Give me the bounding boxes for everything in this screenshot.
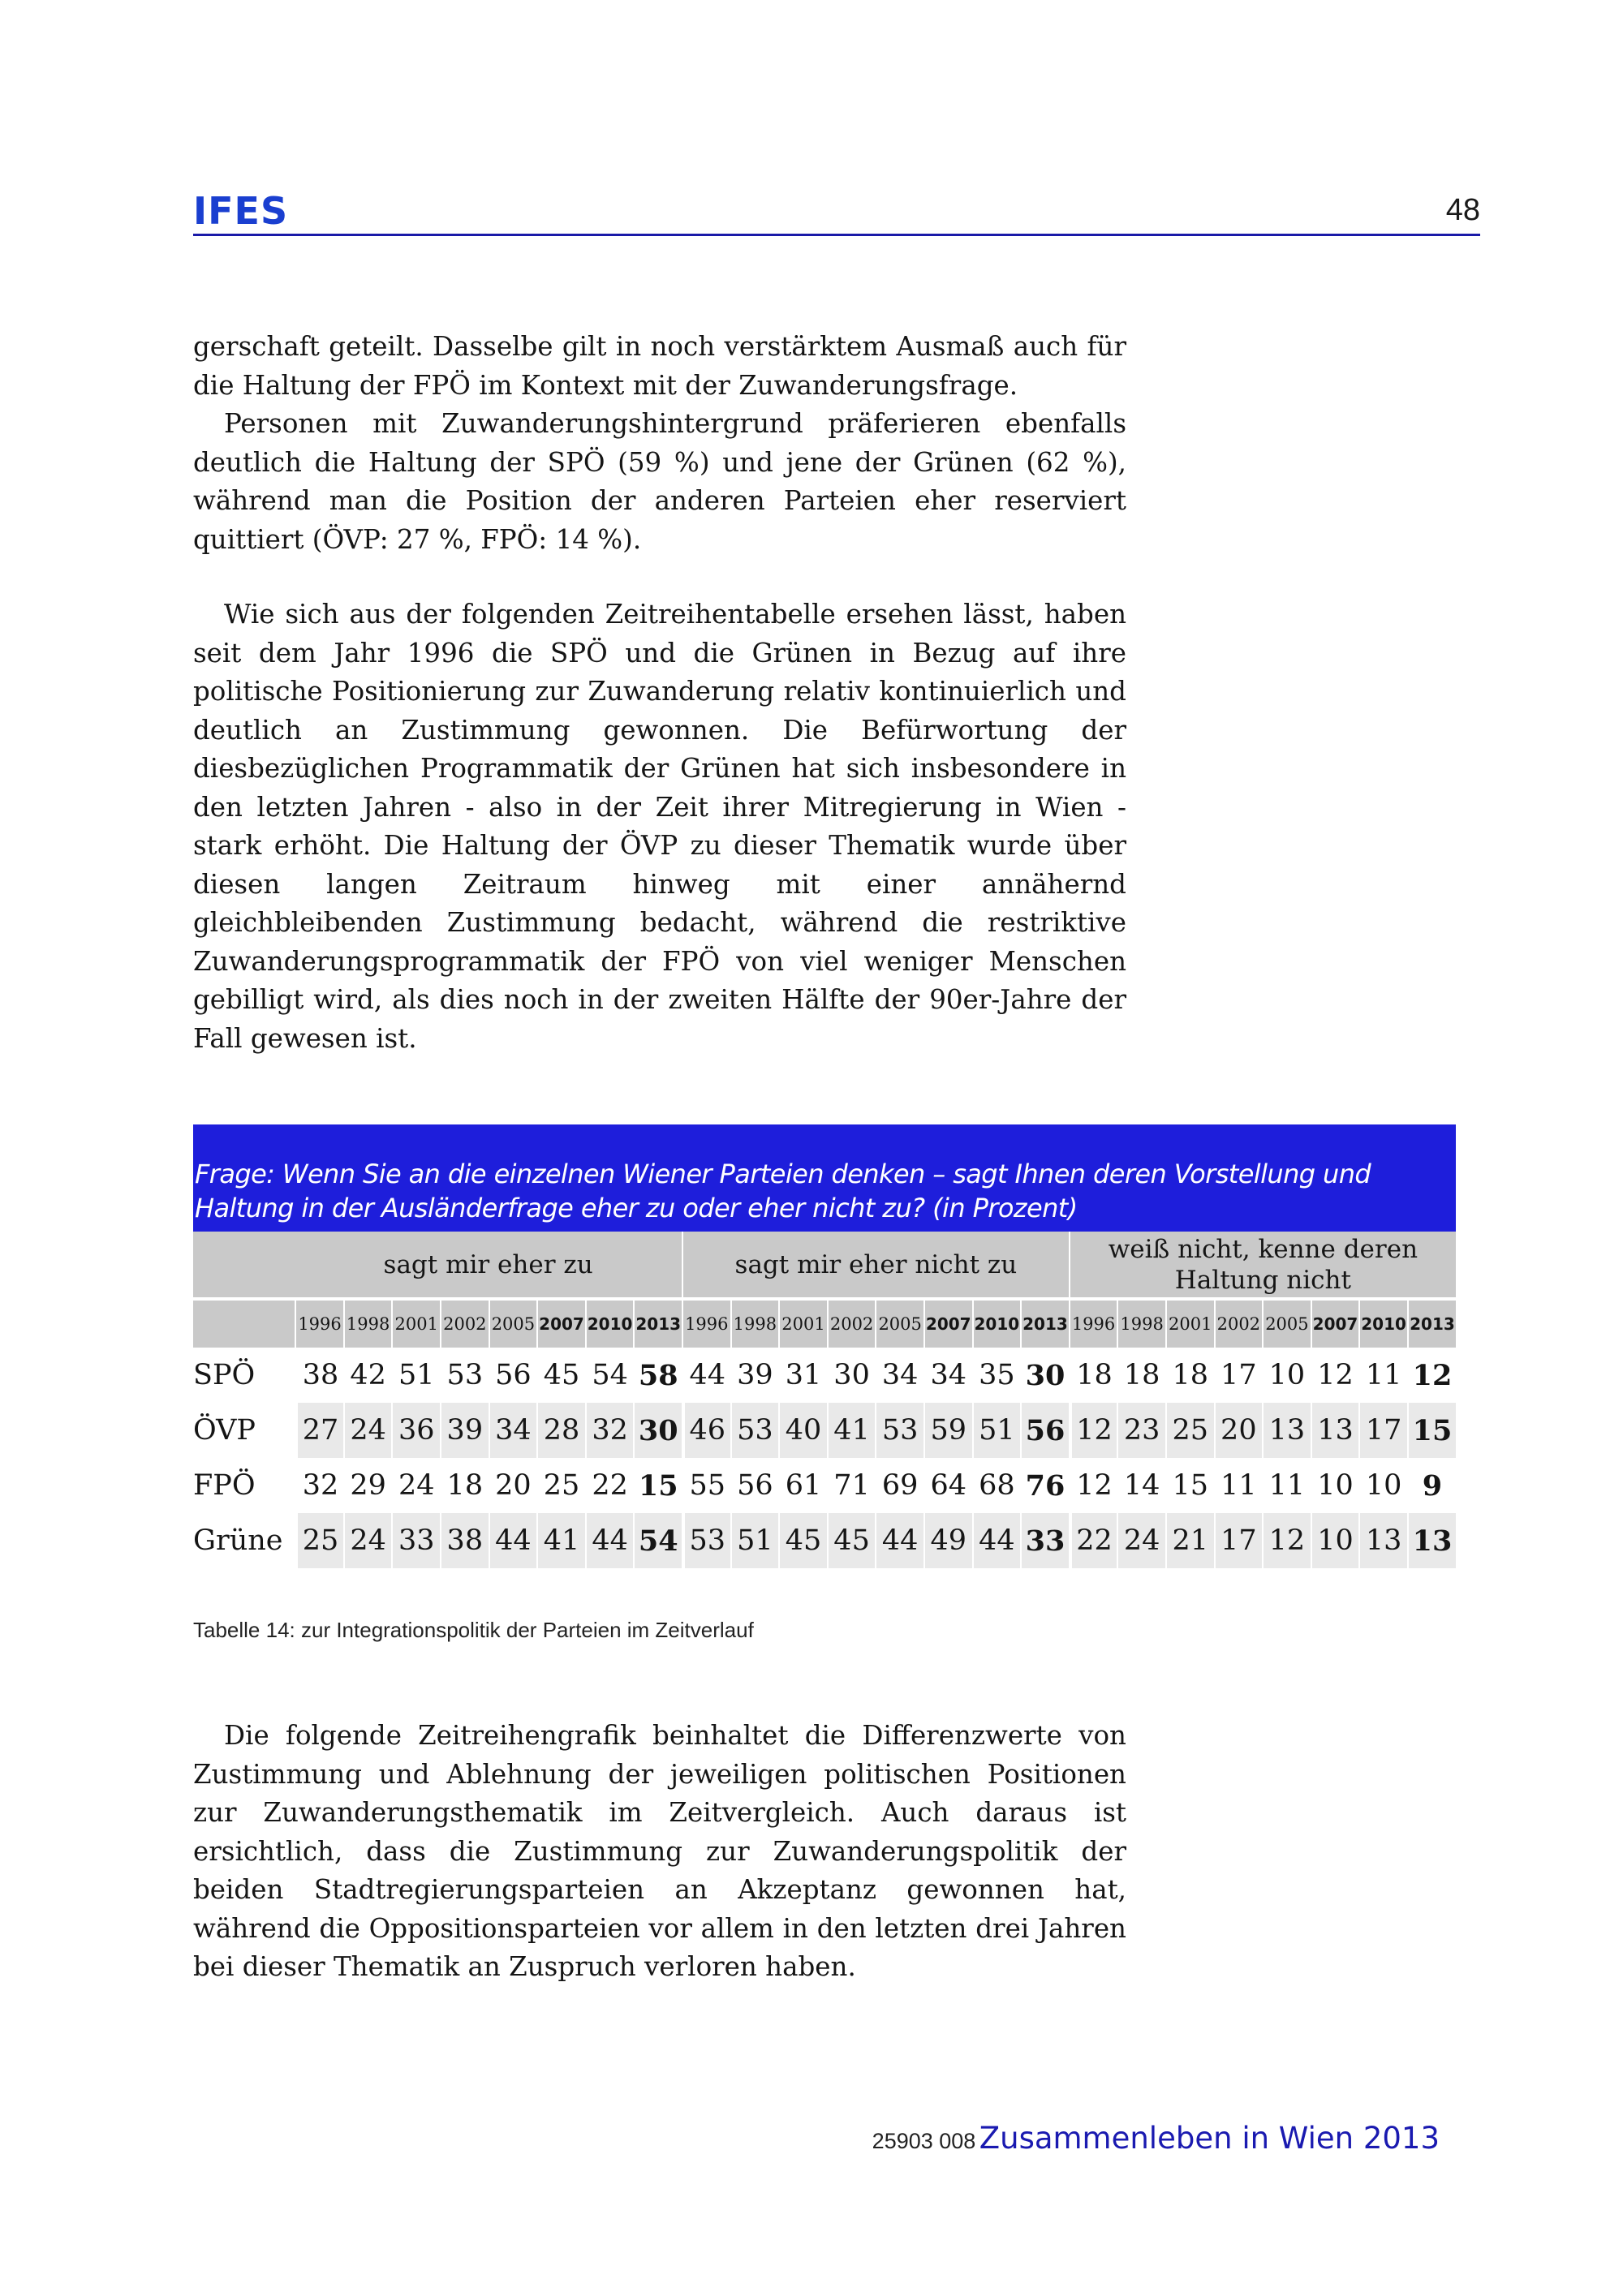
table-cell: 18 [1117,1348,1165,1403]
ifes-logo: IFES [193,189,289,233]
table-cell: 44 [585,1513,634,1568]
year-header-cell: 2013 [633,1297,682,1348]
year-header-cell: 2001 [391,1297,440,1348]
table-cell: 32 [295,1458,343,1513]
party-approval-table [193,1124,1456,1568]
footer-title: Zusammenleben in Wien 2013 [979,2121,1440,2156]
table-cell: 25 [536,1458,585,1513]
table-cell: 10 [1262,1348,1311,1403]
table-cell: 15 [1165,1458,1214,1513]
table-cell: 38 [440,1513,489,1568]
table-cell: 12 [1069,1458,1117,1513]
table-cell: 9 [1407,1458,1456,1513]
table-cell: 53 [440,1348,489,1403]
table-cell: 53 [875,1403,923,1458]
table-cell: 24 [1117,1513,1165,1568]
year-header-cell: 2001 [778,1297,827,1348]
party-label: ÖVP [193,1403,295,1458]
table-cell: 22 [1069,1513,1117,1568]
table-cell: 51 [972,1403,1021,1458]
year-header-cell: 2005 [489,1297,537,1348]
page-footer [872,2121,1440,2156]
paragraph-difference-chart-text: Die folgende Zeitreihengrafik beinhaltet die Differenzwerte von Zustimmung und Ablehnung der jeweiligen politischen Positionen zur Zuwanderungsthematik im Zeitvergleich. Auch daraus ist ersichtlich, dass die Zustimmung zur Zuwanderungspolitik der beiden Stadtregierungsparteien an Akzeptanz gewonnen hat, während die Oppositionsparteien vor allem in den letzten drei Jahren bei dieser Thematik an Zuspruch verloren haben. [193,1720,1126,1982]
table-cell: 11 [1358,1348,1407,1403]
year-header-cell: 2010 [972,1297,1021,1348]
table-cell: 45 [827,1513,876,1568]
table-row [193,1458,1456,1513]
table-row [193,1403,1456,1458]
table-years-header [193,1297,1456,1348]
table-cell: 45 [778,1513,827,1568]
table-cell: 15 [633,1458,682,1513]
year-header-cell: 2002 [1214,1297,1263,1348]
table-cell: 18 [1069,1348,1117,1403]
table-cell: 12 [1069,1403,1117,1458]
year-header-cell: 2007 [923,1297,972,1348]
table-cell: 27 [295,1403,343,1458]
year-header-cell: 2010 [585,1297,634,1348]
year-header-cell: 2010 [1358,1297,1407,1348]
table-cell: 30 [633,1403,682,1458]
group-header-unknown: weiß nicht, kenne deren Haltung nicht [1069,1232,1456,1297]
table-cell: 54 [585,1348,634,1403]
table-cell: 53 [682,1513,730,1568]
table-cell: 32 [585,1403,634,1458]
table-cell: 13 [1262,1403,1311,1458]
table-cell: 76 [1020,1458,1069,1513]
table-cell: 61 [778,1458,827,1513]
table-cell: 56 [489,1348,537,1403]
table-cell: 11 [1214,1458,1263,1513]
table-cell: 59 [923,1403,972,1458]
year-header-cell: 2001 [1165,1297,1214,1348]
table-cell: 46 [682,1403,730,1458]
table-cell: 18 [1165,1348,1214,1403]
paragraph-difference-chart [193,1717,1126,1987]
table-cell: 58 [633,1348,682,1403]
table-cell: 28 [536,1403,585,1458]
paragraph-time-series [193,595,1126,1058]
group-header-spacer [193,1232,295,1297]
table-cell: 12 [1407,1348,1456,1403]
intro-text [193,328,1126,559]
table-group-header [193,1232,1456,1297]
table-cell: 40 [778,1403,827,1458]
year-header-cell: 2002 [440,1297,489,1348]
table-cell: 41 [536,1513,585,1568]
year-header-cell: 1998 [1117,1297,1165,1348]
party-label: Grüne [193,1513,295,1568]
table-cell: 64 [923,1458,972,1513]
years-header-spacer [193,1297,295,1348]
table-cell: 24 [343,1513,392,1568]
table-cell: 41 [827,1403,876,1458]
table-caption: Tabelle 14: zur Integrationspolitik der Parteien im Zeitverlauf [193,1618,754,1642]
year-header-cell: 2002 [827,1297,876,1348]
table-cell: 56 [730,1458,779,1513]
year-header-cell: 2007 [536,1297,585,1348]
table-cell: 10 [1311,1513,1359,1568]
table-cell: 44 [489,1513,537,1568]
table-cell: 33 [391,1513,440,1568]
table-cell: 11 [1262,1458,1311,1513]
table-cell: 10 [1311,1458,1359,1513]
table-cell: 34 [923,1348,972,1403]
table-cell: 20 [1214,1403,1263,1458]
table-row [193,1513,1456,1568]
table-cell: 29 [343,1458,392,1513]
table-cell: 24 [343,1403,392,1458]
table-cell: 34 [875,1348,923,1403]
table-cell: 30 [827,1348,876,1403]
page-number: 48 [1445,193,1480,227]
table-cell: 53 [730,1403,779,1458]
table-cell: 24 [391,1458,440,1513]
table-cell: 34 [489,1403,537,1458]
table-cell: 17 [1214,1513,1263,1568]
table-cell: 15 [1407,1403,1456,1458]
year-header-cell: 2013 [1407,1297,1456,1348]
table-cell: 39 [730,1348,779,1403]
table-cell: 30 [1020,1348,1069,1403]
page-header [193,191,1480,236]
table-cell: 31 [778,1348,827,1403]
table-cell: 54 [633,1513,682,1568]
table-cell: 20 [489,1458,537,1513]
table-cell: 22 [585,1458,634,1513]
paragraph-continued: gerschaft geteilt. Dasselbe gilt in noch verstärktem Ausmaß auch für die Haltung der FPÖ im Kontext mit der Zuwanderungsfrage. [193,331,1126,401]
table-cell: 21 [1165,1513,1214,1568]
table-cell: 35 [972,1348,1021,1403]
table-cell: 39 [440,1403,489,1458]
year-header-cell: 2007 [1311,1297,1359,1348]
table-row [193,1348,1456,1403]
table-cell: 42 [343,1348,392,1403]
table-cell: 51 [730,1513,779,1568]
year-header-cell: 2005 [1262,1297,1311,1348]
table-cell: 12 [1311,1348,1359,1403]
year-header-cell: 2005 [875,1297,923,1348]
year-header-cell: 1996 [1069,1297,1117,1348]
table-cell: 51 [391,1348,440,1403]
table-cell: 13 [1358,1513,1407,1568]
table-cell: 25 [295,1513,343,1568]
party-label: SPÖ [193,1348,295,1403]
table-cell: 71 [827,1458,876,1513]
footer-code: 25903 008 [872,2129,976,2153]
year-header-cell: 2013 [1020,1297,1069,1348]
table-cell: 13 [1311,1403,1359,1458]
table-cell: 36 [391,1403,440,1458]
table-cell: 68 [972,1458,1021,1513]
table-cell: 44 [875,1513,923,1568]
table-cell: 55 [682,1458,730,1513]
year-header-cell: 1998 [730,1297,779,1348]
table-cell: 14 [1117,1458,1165,1513]
table-cell: 12 [1262,1513,1311,1568]
table-cell: 44 [972,1513,1021,1568]
table-cell: 49 [923,1513,972,1568]
table-cell: 10 [1358,1458,1407,1513]
table-cell: 17 [1358,1403,1407,1458]
year-header-cell: 1996 [295,1297,343,1348]
table-cell: 25 [1165,1403,1214,1458]
paragraph-time-series-text: Wie sich aus der folgenden Zeitreihentabelle ersehen lässt, haben seit dem Jahr 1996 die SPÖ und die Grünen in Bezug auf ihre politische Positionierung zur Zuwanderung relativ kontinuierlich und deutlich an Zustimmung gewonnen. Die Befürwortung der diesbezüglichen Programmatik der Grünen hat sich insbesondere in den letzten Jahren - also in der Zeit ihrer Mitregierung in Wien - stark erhöht. Die Haltung der ÖVP zu dieser Thematik wurde über diesen langen Zeitraum hinweg mit einer annähernd gleichbleibenden Zustimmung bedacht, während die restriktive Zuwanderungsprogrammatik der FPÖ von viel weniger Menschen gebilligt wird, als dies noch in der zweiten Hälfte der 90er-Jahre der Fall gewesen ist. [193,599,1126,1054]
table-cell: 13 [1407,1513,1456,1568]
party-label: FPÖ [193,1458,295,1513]
table-cell: 45 [536,1348,585,1403]
table-cell: 17 [1214,1348,1263,1403]
year-header-cell: 1996 [682,1297,730,1348]
table-cell: 23 [1117,1403,1165,1458]
table-cell: 56 [1020,1403,1069,1458]
table-cell: 18 [440,1458,489,1513]
year-header-cell: 1998 [343,1297,392,1348]
table-cell: 38 [295,1348,343,1403]
group-header-agree: sagt mir eher zu [295,1232,682,1297]
table-cell: 33 [1020,1513,1069,1568]
table-question: Frage: Wenn Sie an die einzelnen Wiener Parteien denken – sagt Ihnen deren Vorstellung und Haltung in der Ausländerfrage eher zu oder eher nicht zu? (in Prozent) [193,1124,1456,1232]
group-header-disagree: sagt mir eher nicht zu [682,1232,1069,1297]
table-cell: 69 [875,1458,923,1513]
table-cell: 44 [682,1348,730,1403]
paragraph-migration-background: Personen mit Zuwanderungshintergrund präferieren ebenfalls deutlich die Haltung der SPÖ (59 %) und jene der Grünen (62 %), während man die Position der anderen Parteien eher reserviert quittiert (ÖVP: 27 %, FPÖ: 14 %). [193,408,1126,555]
